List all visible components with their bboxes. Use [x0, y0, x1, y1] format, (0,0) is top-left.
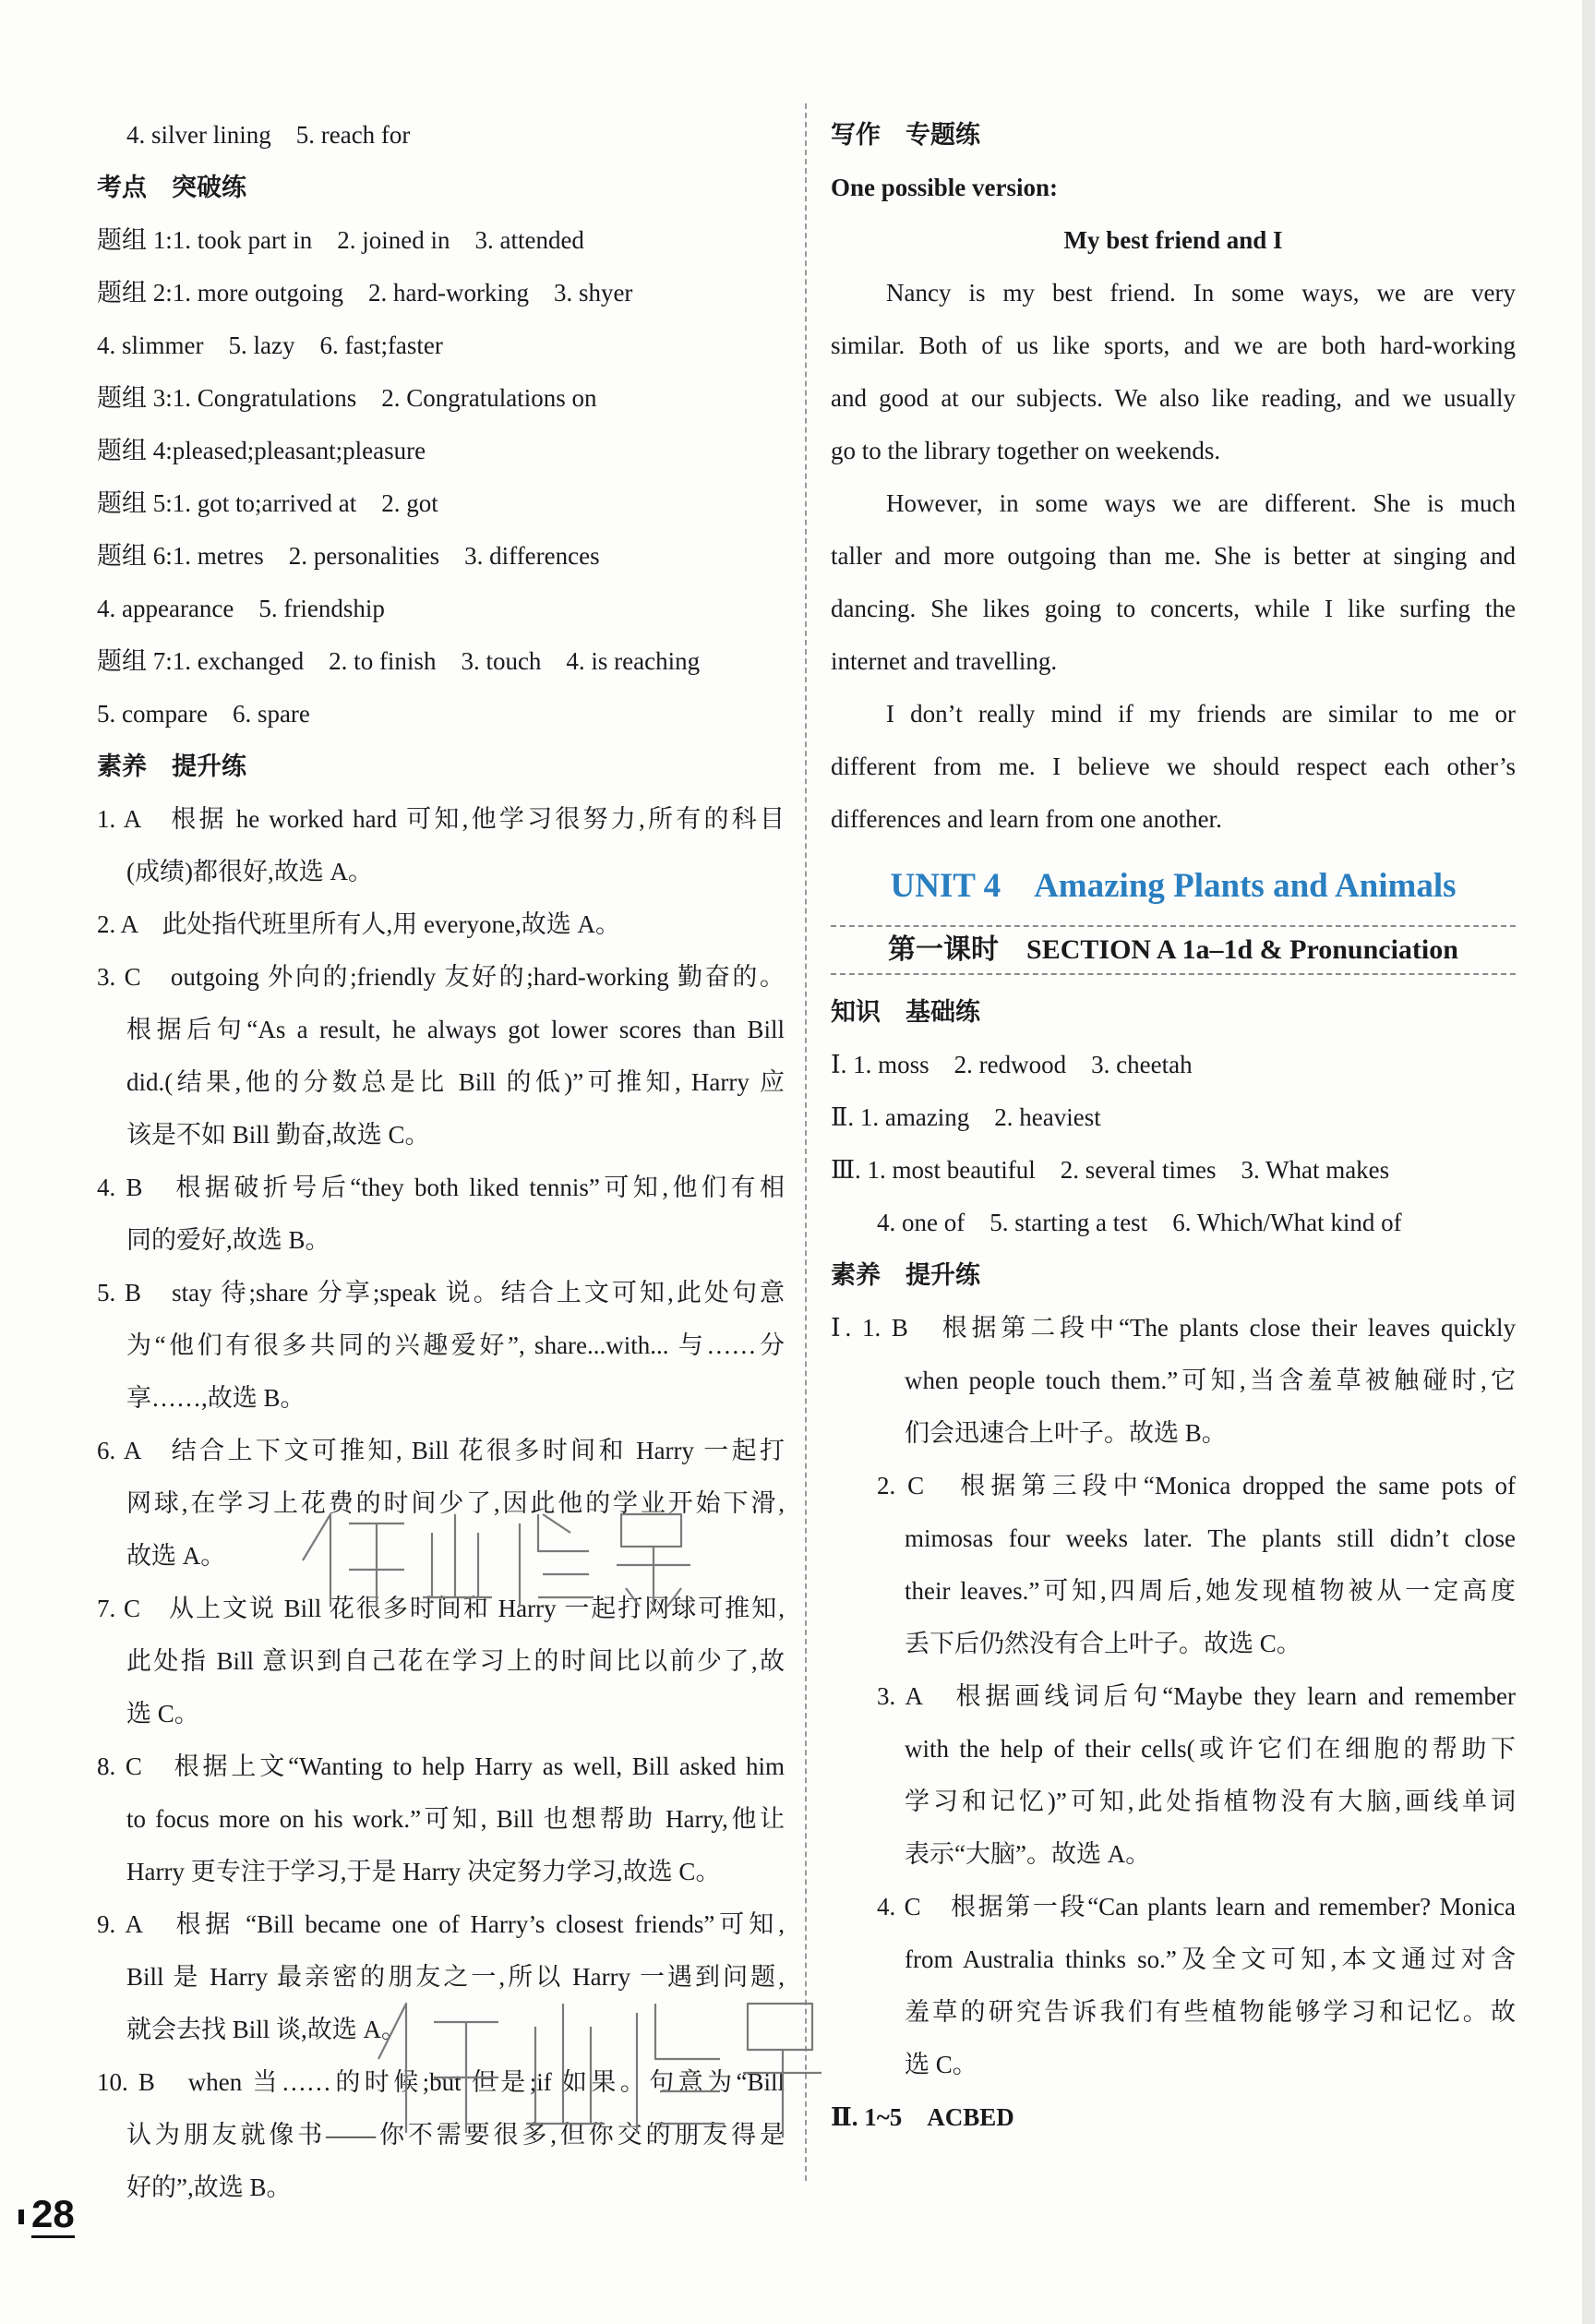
essay-line: I don’t really mind if my friends are similar to me or — [886, 700, 1516, 728]
section-heading: 素养 提升练 — [831, 1261, 980, 1289]
lesson-bar: 第一课时 SECTION A 1a–1d & Pronunciation — [831, 925, 1516, 975]
answer-line: 4. slimmer 5. lazy 6. fast;faster — [97, 331, 443, 359]
explanation-line: 故选 A。 — [126, 1542, 226, 1570]
answer-line: Ⅱ. 1. amazing 2. heaviest — [831, 1103, 1101, 1131]
page-marker-icon — [18, 2210, 24, 2224]
unit-name: Amazing Plants and Animals — [1034, 867, 1457, 905]
explanation-line: 表示“大脑”。故选 A。 — [905, 1840, 1151, 1868]
explanation-line: their leaves.”可知,四周后,她发现植物被从一定高度 — [905, 1577, 1516, 1605]
essay-line: dancing. She likes going to concerts, while I like surfing the — [831, 595, 1516, 622]
answer-line: 题组 1:1. took part in 2. joined in 3. attended — [97, 226, 584, 254]
explanation-line: 该是不如 Bill 勤奋,故选 C。 — [126, 1121, 430, 1149]
answer-line: 题组 4:pleased;pleasant;pleasure — [97, 437, 426, 464]
answer-line: 4. one of 5. starting a test 6. Which/What kind of — [877, 1209, 1402, 1236]
explanation-line: 10. B when 当……的时候;but 但是;if 如果。句意为“Bill — [97, 2068, 785, 2096]
version-label: One possible version: — [831, 174, 1059, 201]
explanation-line: 认为朋友就像书——你不需要很多,但你交的朋友得是 — [126, 2121, 785, 2149]
explanation-line: 选 C。 — [905, 2051, 977, 2078]
essay-line: go to the library together on weekends. — [831, 437, 1221, 464]
answer-line: 4. appearance 5. friendship — [97, 595, 385, 622]
explanation-line: 们会迅速合上叶子。故选 B。 — [905, 1419, 1227, 1447]
explanation-line: 7. C 从上文说 Bill 花很多时间和 Harry 一起打网球可推知, — [97, 1595, 785, 1622]
explanation-line: 羞草的研究告诉我们有些植物能够学习和记忆。故 — [905, 1998, 1516, 2026]
explanation-line: 同的爱好,故选 B。 — [126, 1226, 330, 1254]
column-divider — [805, 103, 807, 2181]
essay-line: different from me. I believe we should respect each other’s — [831, 753, 1516, 780]
explanation-line: 此处指 Bill 意识到自己花在学习上的时间比以前少了,故 — [126, 1647, 785, 1675]
section-heading: 写作 专题练 — [831, 121, 980, 149]
right-column — [831, 109, 1516, 2144]
explanation-line: 就会去找 Bill 谈,故选 A。 — [126, 2016, 407, 2043]
explanation-line: 网球,在学习上花费的时间少了,因此他的学业开始下滑, — [126, 1489, 785, 1517]
left-column — [97, 109, 785, 2214]
section-heading: 考点 突破练 — [97, 174, 246, 201]
answer-line: 题组 7:1. exchanged 2. to finish 3. touch 4. is reaching — [97, 647, 701, 675]
explanation-line: 4. B 根据破折号后“they both liked tennis”可知,他们有相 — [97, 1174, 785, 1201]
explanation-line: to focus more on his work.”可知, Bill 也想帮助 Harry,他让 — [126, 1805, 785, 1833]
explanation-line: 为“他们有很多共同的兴趣爱好”, share...with... 与……分 — [126, 1331, 785, 1359]
essay-line: Nancy is my best friend. In some ways, we are very — [886, 279, 1516, 307]
essay-line: However, in some ways we are different. She is much — [886, 489, 1516, 517]
explanation-line: 8. C 根据上文“Wanting to help Harry as well, Bill asked him — [97, 1752, 785, 1780]
explanation-line: 2. A 此处指代班里所有人,用 everyone,故选 A。 — [97, 910, 620, 938]
explanation-line: (成绩)都很好,故选 A。 — [126, 858, 373, 885]
explanation-line: 1. A 根据 he worked hard 可知,他学习很努力,所有的科目 — [97, 805, 785, 833]
explanation-line: 6. A 结合上下文可推知, Bill 花很多时间和 Harry 一起打 — [97, 1437, 785, 1464]
explanation-line: 9. A 根据 “Bill became one of Harry’s closest friends”可知, — [97, 1910, 785, 1938]
essay-line: differences and learn from one another. — [831, 805, 1222, 833]
answer-line: 题组 6:1. metres 2. personalities 3. differences — [97, 542, 600, 570]
answer-line: 题组 3:1. Congratulations 2. Congratulations on — [97, 384, 597, 412]
essay-line: taller and more outgoing than me. She is better at singing and — [831, 542, 1516, 570]
explanation-line: 丢下后仍然没有合上叶子。故选 C。 — [905, 1630, 1301, 1657]
answer-line: 5. compare 6. spare — [97, 700, 310, 728]
explanation-line: 5. B stay 待;share 分享;speak 说。结合上文可知,此处句意 — [97, 1279, 785, 1306]
explanation-line: when people touch them.”可知,当含羞草被触碰时,它 — [905, 1367, 1516, 1394]
explanation-line: did.(结果,他的分数总是比 Bill 的低)”可推知, Harry 应 — [126, 1068, 785, 1096]
essay-line: and good at our subjects. We also like reading, and we usually — [831, 384, 1516, 412]
explanation-line: 好的”,故选 B。 — [126, 2173, 292, 2201]
explanation-line: 3. C outgoing 外向的;friendly 友好的;hard-working 勤奋的。 — [97, 963, 785, 991]
answer-line: Ⅲ. 1. most beautiful 2. several times 3. What makes — [831, 1156, 1390, 1184]
section-heading: 知识 基础练 — [831, 998, 980, 1026]
answer-line: 题组 5:1. got to;arrived at 2. got — [97, 489, 438, 517]
unit-number: UNIT 4 — [890, 867, 1001, 905]
answer-line: 4. silver lining 5. reach for — [126, 121, 411, 149]
explanation-line: 享……,故选 B。 — [126, 1384, 306, 1412]
explanation-line: Harry 更专注于学习,于是 Harry 决定努力学习,故选 C。 — [126, 1858, 721, 1885]
explanation-line: 2. C 根据第三段中“Monica dropped the same pots of — [877, 1472, 1516, 1499]
explanation-line: from Australia thinks so.”及全文可知,本文通过对含 — [905, 1945, 1516, 1973]
page-number: 28 — [18, 2190, 75, 2238]
essay-line: similar. Both of us like sports, and we are both hard-working — [831, 331, 1516, 359]
explanation-line: with the help of their cells(或许它们在细胞的帮助下 — [905, 1735, 1516, 1763]
explanation-line: mimosas four weeks later. The plants still didn’t close — [905, 1524, 1516, 1552]
explanation-line: Ⅰ. 1. B 根据第二段中“The plants close their leaves quickly — [831, 1314, 1516, 1342]
unit-heading — [831, 853, 1516, 920]
explanation-line: 4. C 根据第一段“Can plants learn and remember? Monica — [877, 1893, 1516, 1921]
explanation-line: 学习和记忆)”可知,此处指植物没有大脑,画线单词 — [905, 1788, 1516, 1815]
answer-line: Ⅱ. 1~5 ACBED — [831, 2103, 1014, 2131]
explanation-line: Bill 是 Harry 最亲密的朋友之一,所以 Harry 一遇到问题, — [126, 1963, 785, 1991]
page-edge — [1582, 0, 1595, 2324]
explanation-line: 3. A 根据画线词后句“Maybe they learn and remember — [877, 1682, 1516, 1710]
essay-title: My best friend and I — [1063, 226, 1283, 254]
section-heading: 素养 提升练 — [97, 753, 246, 780]
answer-line: Ⅰ. 1. moss 2. redwood 3. cheetah — [831, 1051, 1193, 1078]
answer-line: 题组 2:1. more outgoing 2. hard-working 3. shyer — [97, 279, 633, 307]
explanation-line: 根据后句“As a result, he always got lower scores than Bill — [126, 1016, 785, 1043]
essay-line: internet and travelling. — [831, 647, 1058, 675]
explanation-line: 选 C。 — [126, 1700, 199, 1728]
